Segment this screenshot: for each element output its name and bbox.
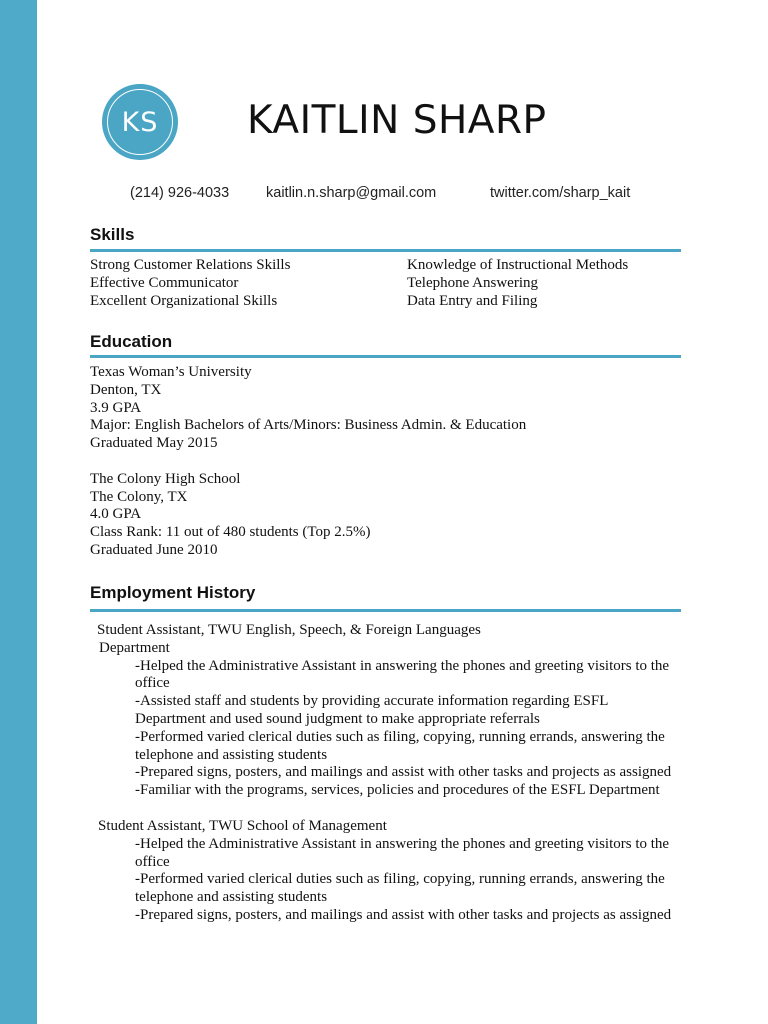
job-duty-line: -Prepared signs, posters, and mailings and assist with other tasks and projects as assigned: [135, 764, 672, 781]
employment-divider: [90, 609, 681, 612]
school-graduation: Graduated June 2010: [90, 542, 218, 558]
accent-sidebar: [0, 0, 37, 1024]
job-duty-line: office: [135, 675, 170, 692]
employment-heading: Employment History: [90, 583, 256, 602]
job-title: Student Assistant, TWU School of Management: [98, 818, 387, 834]
skill-item: Data Entry and Filing: [407, 292, 538, 309]
school-class-rank: Class Rank: 11 out of 480 students (Top 2.5%): [90, 524, 371, 541]
job-duty-line: -Performed varied clerical duties such as filing, copying, running errands, answering the: [135, 728, 665, 745]
school-gpa: 4.0 GPA: [90, 506, 142, 523]
job-duty-line: -Familiar with the programs, services, policies and procedures of the ESFL Department: [135, 782, 660, 799]
school-major: Major: English Bachelors of Arts/Minors: Business Admin. & Education: [90, 417, 527, 434]
candidate-name: KAITLIN SHARP: [247, 98, 547, 143]
job-duty-line: telephone and assisting students: [135, 746, 328, 763]
monogram-badge: [102, 84, 178, 160]
school-name: Texas Woman’s University: [90, 364, 252, 380]
job-duty-line: Department and used sound judgment to make appropriate referrals: [135, 711, 540, 727]
contact-email[interactable]: kaitlin.n.sharp@gmail.com: [266, 185, 437, 201]
job-duty-line: -Helped the Administrative Assistant in answering the phones and greeting visitors to the: [135, 835, 670, 852]
job-duty-line: office: [135, 853, 170, 870]
job-duty-line: -Helped the Administrative Assistant in answering the phones and greeting visitors to the: [135, 657, 670, 674]
skill-item: Knowledge of Instructional Methods: [407, 257, 629, 273]
skills-heading: Skills: [90, 225, 135, 244]
school-name: The Colony High School: [90, 470, 241, 487]
job-title: Student Assistant, TWU English, Speech, & Foreign Languages: [97, 622, 481, 638]
school-gpa: 3.9 GPA: [90, 399, 142, 416]
job-duty-line: -Assisted staff and students by providing accurate information regarding ESFL: [135, 693, 609, 710]
job-duty-line: -Performed varied clerical duties such as filing, copying, running errands, answering the: [135, 871, 665, 888]
monogram-initials: KS: [121, 106, 159, 138]
job-duty-line: telephone and assisting students: [135, 889, 328, 906]
skill-item: Effective Communicator: [90, 274, 239, 291]
education-divider: [90, 355, 681, 358]
education-heading: Education: [90, 332, 173, 351]
job-title-continued: Department: [99, 639, 170, 656]
contact-twitter[interactable]: twitter.com/sharp_kait: [490, 185, 631, 201]
skill-item: Telephone Answering: [407, 274, 539, 291]
contact-phone: (214) 926-4033: [130, 185, 230, 201]
skills-divider: [90, 249, 681, 252]
school-location: Denton, TX: [90, 381, 162, 398]
skill-item: Strong Customer Relations Skills: [90, 257, 291, 273]
job-duty-line: -Prepared signs, posters, and mailings and assist with other tasks and projects as assigned: [135, 907, 672, 923]
school-graduation: Graduated May 2015: [90, 435, 218, 452]
school-location: The Colony, TX: [90, 488, 188, 505]
skill-item: Excellent Organizational Skills: [90, 292, 278, 309]
